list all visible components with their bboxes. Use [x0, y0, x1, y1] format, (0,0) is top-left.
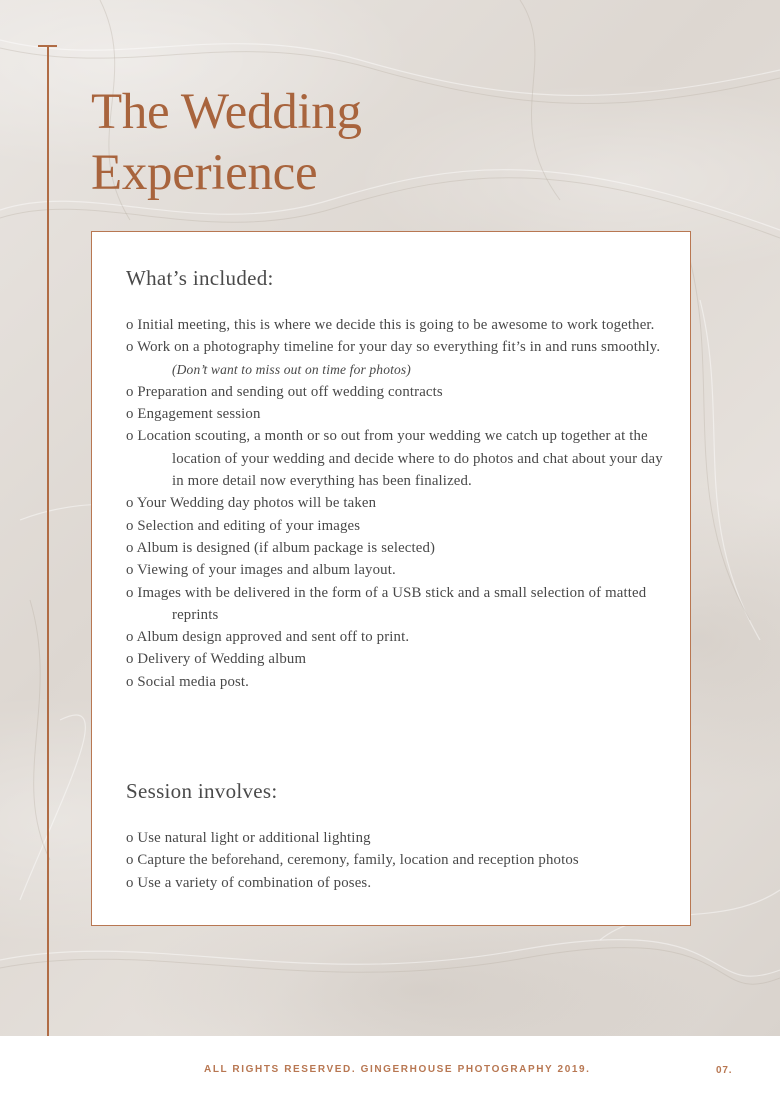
- page-footer: [0, 1036, 780, 1104]
- bullet-marker: o: [126, 517, 138, 534]
- decorative-line-tick: [38, 45, 57, 47]
- list-item-text: Initial meeting, this is where we decide this is going to be awesome to work together.: [137, 317, 655, 333]
- list-item: [126, 515, 666, 537]
- bullet-marker: o: [126, 562, 138, 579]
- list-item: [126, 537, 666, 559]
- list-item: [126, 626, 666, 648]
- list-item-text: Work on a photography timeline for your day so everything fit’s in and runs smoothly.: [137, 339, 661, 356]
- session-involves-list: [126, 827, 666, 894]
- page-title-line-2: Experience: [91, 145, 318, 201]
- bullet-marker: o: [126, 406, 138, 423]
- list-item-text: Use natural light or additional lighting: [137, 830, 371, 846]
- list-item-text: Selection and editing of your images: [137, 517, 361, 534]
- session-involves-heading: Session involves:: [126, 779, 278, 803]
- bullet-marker: o: [126, 495, 137, 512]
- content-card: [91, 231, 691, 926]
- list-item-text: Delivery of Wedding album: [137, 651, 307, 668]
- bullet-marker: o: [126, 317, 138, 333]
- list-item-text: Engagement session: [137, 406, 261, 423]
- list-item: [126, 403, 666, 425]
- list-item-text: Preparation and sending out off wedding contracts: [137, 383, 443, 400]
- copyright-notice: ALL RIGHTS RESERVED. GINGERHOUSE PHOTOGRAPHY 2019.: [204, 1064, 591, 1075]
- bullet-marker: o: [126, 629, 137, 646]
- list-item: [126, 582, 666, 627]
- list-item-text: Images with be delivered in the form of a USB stick and a small selection of matted reprints: [137, 584, 647, 623]
- list-item: [126, 559, 666, 581]
- list-item: [126, 314, 666, 336]
- page-title-line-1: The Wedding: [91, 84, 362, 140]
- list-item: [126, 827, 666, 849]
- list-item: [126, 492, 666, 514]
- bullet-marker: o: [126, 852, 138, 869]
- list-item-note: (Don’t want to miss out on time for photos): [172, 361, 411, 377]
- list-item-text: Use a variety of combination of poses.: [137, 874, 372, 891]
- list-item-text: Album design approved and sent off to print.: [136, 629, 410, 646]
- bullet-marker: o: [126, 874, 138, 891]
- bullet-marker: o: [126, 584, 138, 601]
- page-title: [91, 82, 362, 204]
- list-item-text: Social media post.: [137, 673, 250, 690]
- list-item: [126, 849, 666, 871]
- list-item-text: Capture the beforehand, ceremony, family, location and reception photos: [137, 852, 579, 869]
- bullet-marker: o: [126, 428, 138, 445]
- decorative-vertical-line: [47, 46, 49, 1036]
- list-item: [126, 336, 666, 381]
- list-item-text: Your Wedding day photos will be taken: [136, 495, 377, 512]
- bullet-marker: o: [126, 539, 137, 556]
- list-item-text: Album is designed (if album package is selected): [136, 539, 436, 556]
- bullet-marker: o: [126, 651, 138, 668]
- bullet-marker: o: [126, 339, 138, 356]
- list-item: [126, 671, 666, 693]
- bullet-marker: o: [126, 383, 138, 400]
- bullet-marker: o: [126, 830, 138, 846]
- bullet-marker: o: [126, 673, 138, 690]
- list-item-text: Viewing of your images and album layout.: [137, 562, 396, 579]
- list-item-text: Location scouting, a month or so out from your wedding we catch up together at the location of your wedding and decide where to do photos and chat about your day in more detail now everything has been finalized.: [137, 428, 663, 490]
- whats-included-heading: What’s included:: [126, 266, 274, 290]
- page-number: 07.: [716, 1065, 733, 1076]
- list-item: [126, 381, 666, 403]
- whats-included-list: [126, 314, 666, 693]
- list-item: [126, 872, 666, 894]
- list-item: [126, 648, 666, 670]
- list-item: [126, 425, 666, 492]
